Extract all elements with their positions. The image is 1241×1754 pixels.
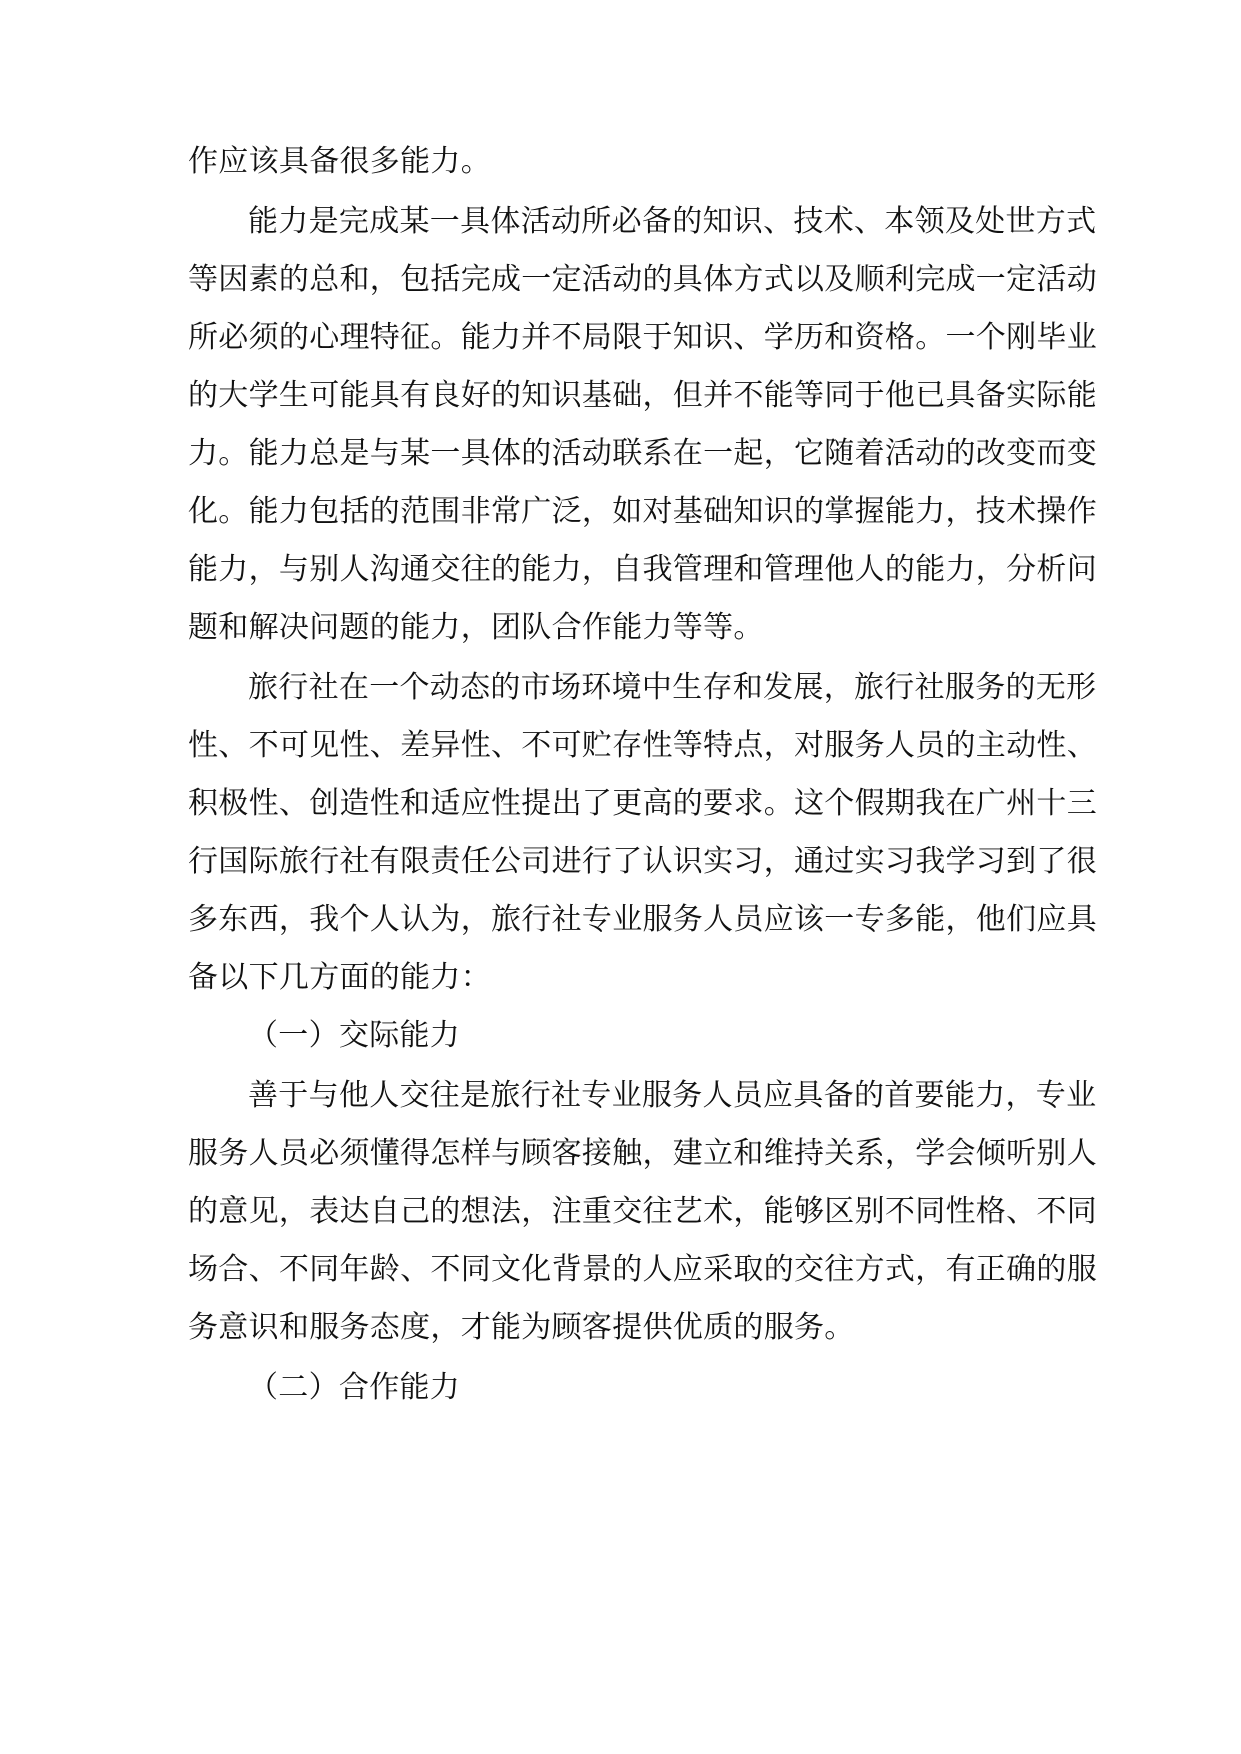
text-line: 的意见，表达自己的想法，注重交往艺术，能够区别不同性格、不同: [188, 1194, 1097, 1229]
section-heading-1: （一）交际能力: [248, 1018, 461, 1053]
text-line: 多东西，我个人认为，旅行社专业服务人员应该一专多能，他们应具: [188, 902, 1097, 937]
text-line: 服务人员必须懂得怎样与顾客接触，建立和维持关系，学会倾听别人: [188, 1136, 1097, 1171]
text-line: 的大学生可能具有良好的知识基础，但并不能等同于他已具备实际能: [188, 378, 1097, 413]
text-line: 务意识和服务态度，才能为顾客提供优质的服务。: [188, 1310, 855, 1345]
paragraph-first-line: 善于与他人交往是旅行社专业服务人员应具备的首要能力，专业: [248, 1078, 1097, 1113]
text-line: 所必须的心理特征。能力并不局限于知识、学历和资格。一个刚毕业: [188, 320, 1097, 355]
paragraph-first-line: 旅行社在一个动态的市场环境中生存和发展，旅行社服务的无形: [248, 670, 1097, 705]
text-line: 场合、不同年龄、不同文化背景的人应采取的交往方式，有正确的服: [188, 1252, 1097, 1287]
text-line: 作应该具备很多能力。: [188, 144, 491, 179]
text-line: 备以下几方面的能力：: [188, 960, 491, 995]
text-line: 能力，与别人沟通交往的能力，自我管理和管理他人的能力，分析问: [188, 552, 1097, 587]
paragraph-first-line: 能力是完成某一具体活动所必备的知识、技术、本领及处世方式: [248, 204, 1097, 239]
text-line: 等因素的总和，包括完成一定活动的具体方式以及顺利完成一定活动: [188, 262, 1097, 297]
text-line: 性、不可见性、差异性、不可贮存性等特点，对服务人员的主动性、: [188, 728, 1097, 763]
text-line: 力。能力总是与某一具体的活动联系在一起，它随着活动的改变而变: [188, 436, 1097, 471]
text-line: 积极性、创造性和适应性提出了更高的要求。这个假期我在广州十三: [188, 786, 1097, 821]
section-heading-2: （二）合作能力: [248, 1370, 461, 1405]
text-line: 题和解决问题的能力，团队合作能力等等。: [188, 610, 764, 645]
text-line: 化。能力包括的范围非常广泛，如对基础知识的掌握能力，技术操作: [188, 494, 1097, 529]
text-line: 行国际旅行社有限责任公司进行了认识实习，通过实习我学习到了很: [188, 844, 1097, 879]
